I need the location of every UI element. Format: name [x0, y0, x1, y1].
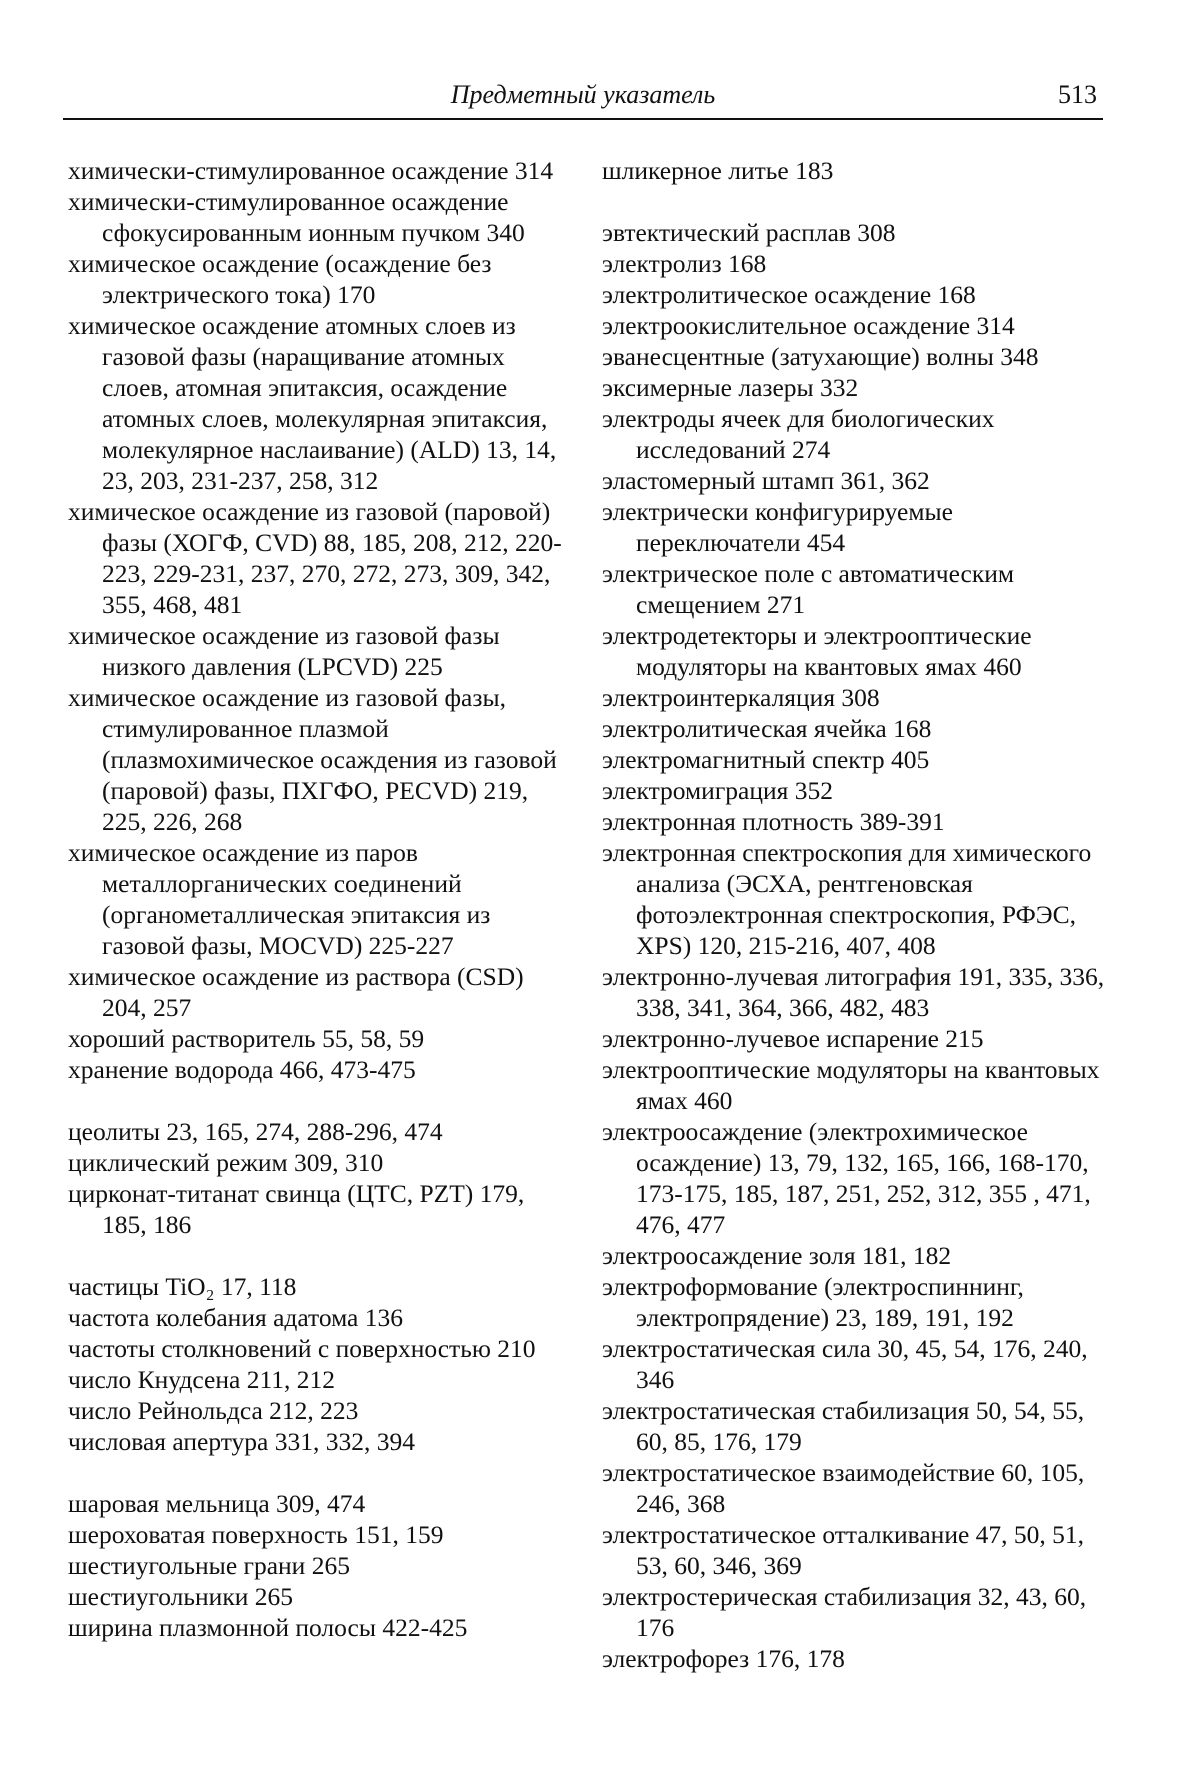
index-entry: частицы TiO₂ 17, 118 [68, 1272, 297, 1301]
page-number: 513 [1058, 80, 1097, 109]
index-entry: шестиугольники 265 [68, 1582, 293, 1611]
index-entry: электроформование (электроспиннинг, электропрядение) 23, 189, 191, 192 [602, 1272, 1024, 1332]
index-entry: химическое осаждение атомных слоев из газовой фазы (наращивание атомных слоев, атомная эпитаксия, осаждение атомных слоев, молекулярная эпитаксия, молекулярное наслаивание) (ALD) 13, 14, 23, 203, 231-237, 258, 312 [68, 311, 557, 495]
index-entry: химическое осаждение из газовой фазы, стимулированное плазмой (плазмохимическое осаждения из газовой (паровой) фазы, ПХГФО, PECVD) 219, 225, 226, 268 [68, 683, 557, 836]
index-entry: частоты столкновений с поверхностью 210 [68, 1334, 536, 1363]
index-entry: шероховатая поверхность 151, 159 [68, 1520, 444, 1549]
index-entry: цирконат-титанат свинца (ЦТС, PZT) 179, 185, 186 [68, 1179, 525, 1239]
index-entry: электромагнитный спектр 405 [602, 745, 930, 774]
index-entry: электронно-лучевое испарение 215 [602, 1024, 984, 1053]
index-entry: электростерическая стабилизация 32, 43, 60, 176 [602, 1582, 1087, 1642]
index-entry: число Кнудсена 211, 212 [68, 1365, 336, 1394]
page-header [63, 78, 1103, 120]
running-title: Предметный указатель [450, 80, 716, 109]
index-entry: электрически конфигурируемые переключатели 454 [602, 497, 953, 557]
index-entry: электрофорез 176, 178 [602, 1644, 845, 1673]
index-entry: электрооптические модуляторы на квантовых ямах 460 [602, 1055, 1100, 1115]
index-entry: электроинтеркаляция 308 [602, 683, 880, 712]
index-entry: электрическое поле с автоматическим смещением 271 [602, 559, 1015, 619]
index-column-left [68, 155, 568, 1643]
index-entry: химическое осаждение из паров металлорганических соединений (органометаллическая эпитаксия из газовой фазы, MOCVD) 225-227 [68, 838, 491, 960]
index-entry: химическое осаждение (осаждение без электрического тока) 170 [68, 249, 492, 309]
index-entry: электроосаждение золя 181, 182 [602, 1241, 952, 1270]
index-entry: электроды ячеек для биологических исследований 274 [602, 404, 995, 464]
letter-group-gap [68, 1457, 568, 1488]
letter-group-gap [68, 1085, 568, 1116]
index-entry: химическое осаждение из газовой фазы низкого давления (LPCVD) 225 [68, 621, 500, 681]
index-entry: химически-стимулированное осаждение сфокусированным ионным пучком 340 [68, 187, 525, 247]
index-entry: хороший растворитель 55, 58, 59 [68, 1024, 425, 1053]
index-entry: эвтектический расплав 308 [602, 218, 896, 247]
index-entry: частота колебания адатома 136 [68, 1303, 403, 1332]
index-entry: химическое осаждение из раствора (CSD) 204, 257 [68, 962, 524, 1022]
index-entry: электролиз 168 [602, 249, 767, 278]
index-entry: электростатическое взаимодействие 60, 105, 246, 368 [602, 1458, 1085, 1518]
index-entry: шаровая мельница 309, 474 [68, 1489, 366, 1518]
index-entry: эластомерный штамп 361, 362 [602, 466, 930, 495]
index-entry: электродетекторы и электрооптические модуляторы на квантовых ямах 460 [602, 621, 1032, 681]
index-entry: цеолиты 23, 165, 274, 288-296, 474 [68, 1117, 443, 1146]
index-entry: электромиграция 352 [602, 776, 834, 805]
index-entry: электролитическое осаждение 168 [602, 280, 976, 309]
index-entry: химическое осаждение из газовой (паровой) фазы (ХОГФ, CVD) 88, 185, 208, 212, 220-223, 229-231, 237, 270, 272, 273, 309, 342, 355, 468, 481 [68, 497, 562, 619]
index-entry: шликерное литье 183 [602, 156, 834, 185]
index-entry: электронная плотность 389-391 [602, 807, 945, 836]
index-entry: химически-стимулированное осаждение 314 [68, 156, 554, 185]
index-entry: число Рейнольдса 212, 223 [68, 1396, 359, 1425]
index-entry: электростатическая стабилизация 50, 54, 55, 60, 85, 176, 179 [602, 1396, 1085, 1456]
index-entry: электронно-лучевая литография 191, 335, 336, 338, 341, 364, 366, 482, 483 [602, 962, 1105, 1022]
index-entry: электроокислительное осаждение 314 [602, 311, 1015, 340]
index-entry: электростатическое отталкивание 47, 50, 51, 53, 60, 346, 369 [602, 1520, 1085, 1580]
index-entry: хранение водорода 466, 473-475 [68, 1055, 416, 1084]
index-entry: электролитическая ячейка 168 [602, 714, 932, 743]
index-entry: шестиугольные грани 265 [68, 1551, 350, 1580]
index-entry: циклический режим 309, 310 [68, 1148, 384, 1177]
index-entry: эванесцентные (затухающие) волны 348 [602, 342, 1039, 371]
letter-group-gap [602, 186, 1122, 217]
index-entry: ширина плазмонной полосы 422-425 [68, 1613, 468, 1642]
index-entry: электростатическая сила 30, 45, 54, 176, 240, 346 [602, 1334, 1088, 1394]
index-entry: эксимерные лазеры 332 [602, 373, 859, 402]
letter-group-gap [68, 1240, 568, 1271]
index-entry: электронная спектроскопия для химического анализа (ЭСХА, рентгеновская фотоэлектронная спектроскопия, РФЭС, XPS) 120, 215-216, 407, 408 [602, 838, 1092, 960]
index-entry: электроосаждение (электрохимическое осаждение) 13, 79, 132, 165, 166, 168-170, 173-175, 185, 187, 251, 252, 312, 355 , 471, 476, 477 [602, 1117, 1091, 1239]
index-column-right [602, 155, 1122, 1674]
index-entry: числовая апертура 331, 332, 394 [68, 1427, 416, 1456]
